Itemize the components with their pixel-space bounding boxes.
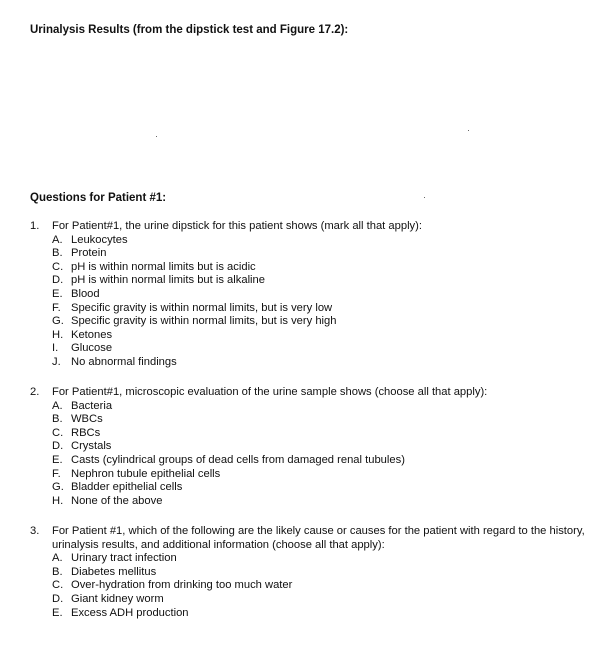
answer-option <box>52 566 590 580</box>
scan-speck <box>424 197 425 198</box>
option-text: pH is within normal limits but is acidic <box>71 260 256 273</box>
option-text: None of the above <box>71 494 163 507</box>
option-letter: G. <box>52 315 64 328</box>
scan-speck <box>156 136 157 137</box>
option-text: Bladder epithelial cells <box>71 481 183 494</box>
option-letter: B. <box>52 565 63 578</box>
option-letter: E. <box>52 453 63 466</box>
question-text: For Patient#1, the urine dipstick for this patient shows (mark all that apply): <box>52 220 422 232</box>
question-number: 1. <box>30 220 40 232</box>
option-letter: H. <box>52 494 64 507</box>
option-letter: D. <box>52 274 64 287</box>
answer-option <box>52 454 590 468</box>
option-text: Urinary tract infection <box>71 552 177 565</box>
answer-option <box>52 315 590 329</box>
question-text: For Patient#1, microscopic evaluation of the urine sample shows (choose all that apply): <box>52 386 488 398</box>
option-letter: F. <box>52 301 61 314</box>
option-text: Specific gravity is within normal limits, but is very low <box>71 301 333 314</box>
option-letter: F. <box>52 467 61 480</box>
answer-option <box>52 593 590 607</box>
answer-options <box>30 400 590 509</box>
option-text: No abnormal findings <box>71 355 177 368</box>
answer-option <box>52 261 590 275</box>
option-letter: B. <box>52 413 63 426</box>
answer-option <box>52 481 590 495</box>
answer-option <box>52 302 590 316</box>
answer-option <box>52 579 590 593</box>
answer-option <box>52 274 590 288</box>
option-text: Glucose <box>71 342 113 355</box>
answer-options <box>30 234 590 370</box>
answer-option <box>52 427 590 441</box>
option-text: Diabetes mellitus <box>71 565 157 578</box>
option-text: Nephron tubule epithelial cells <box>71 467 221 480</box>
option-text: Leukocytes <box>71 233 128 246</box>
question-number: 3. <box>30 525 40 537</box>
option-text: Specific gravity is within normal limits, but is very high <box>71 315 337 328</box>
option-letter: A. <box>52 399 63 412</box>
option-text: Casts (cylindrical groups of dead cells from damaged renal tubules) <box>71 453 405 466</box>
option-text: RBCs <box>71 426 101 439</box>
option-text: Excess ADH production <box>71 606 189 619</box>
option-text: Ketones <box>71 328 113 341</box>
option-text: Giant kidney worm <box>71 592 164 605</box>
question-2 <box>30 386 590 508</box>
answer-option <box>52 468 590 482</box>
answer-option <box>52 288 590 302</box>
question-1 <box>30 220 590 370</box>
option-letter: C. <box>52 579 64 592</box>
answer-option <box>52 495 590 509</box>
option-letter: G. <box>52 481 64 494</box>
option-letter: J. <box>52 355 61 368</box>
option-text: Crystals <box>71 440 112 453</box>
option-letter: H. <box>52 328 64 341</box>
option-letter: E. <box>52 606 63 619</box>
option-letter: B. <box>52 247 63 260</box>
option-text: Over-hydration from drinking too much water <box>71 579 293 592</box>
option-letter: E. <box>52 287 63 300</box>
option-letter: A. <box>52 552 63 565</box>
answer-option <box>52 413 590 427</box>
option-text: pH is within normal limits but is alkaline <box>71 274 265 287</box>
answer-option <box>52 342 590 356</box>
option-text: Protein <box>71 247 107 260</box>
option-letter: C. <box>52 426 64 439</box>
option-text: WBCs <box>71 413 103 426</box>
answer-options <box>30 552 590 620</box>
answer-option <box>52 247 590 261</box>
option-letter: I. <box>52 342 59 355</box>
answer-option <box>52 607 590 621</box>
option-text: Blood <box>71 287 100 300</box>
question-text: For Patient #1, which of the following are the likely cause or causes for the patient with regard to the history, urinalysis results, and additional information (choose all that apply): <box>52 525 585 551</box>
option-letter: A. <box>52 233 63 246</box>
answer-option <box>52 440 590 454</box>
answer-option <box>52 356 590 370</box>
option-text: Bacteria <box>71 399 113 412</box>
answer-option <box>52 400 590 414</box>
answer-option <box>52 234 590 248</box>
answer-option <box>52 329 590 343</box>
questions-heading: Questions for Patient #1: <box>30 192 167 204</box>
option-letter: D. <box>52 592 64 605</box>
option-letter: D. <box>52 440 64 453</box>
question-number: 2. <box>30 386 40 398</box>
question-3 <box>30 525 590 620</box>
scan-speck <box>468 130 469 131</box>
results-heading: Urinalysis Results (from the dipstick test and Figure 17.2): <box>30 24 349 36</box>
option-letter: C. <box>52 260 64 273</box>
answer-option <box>52 552 590 566</box>
